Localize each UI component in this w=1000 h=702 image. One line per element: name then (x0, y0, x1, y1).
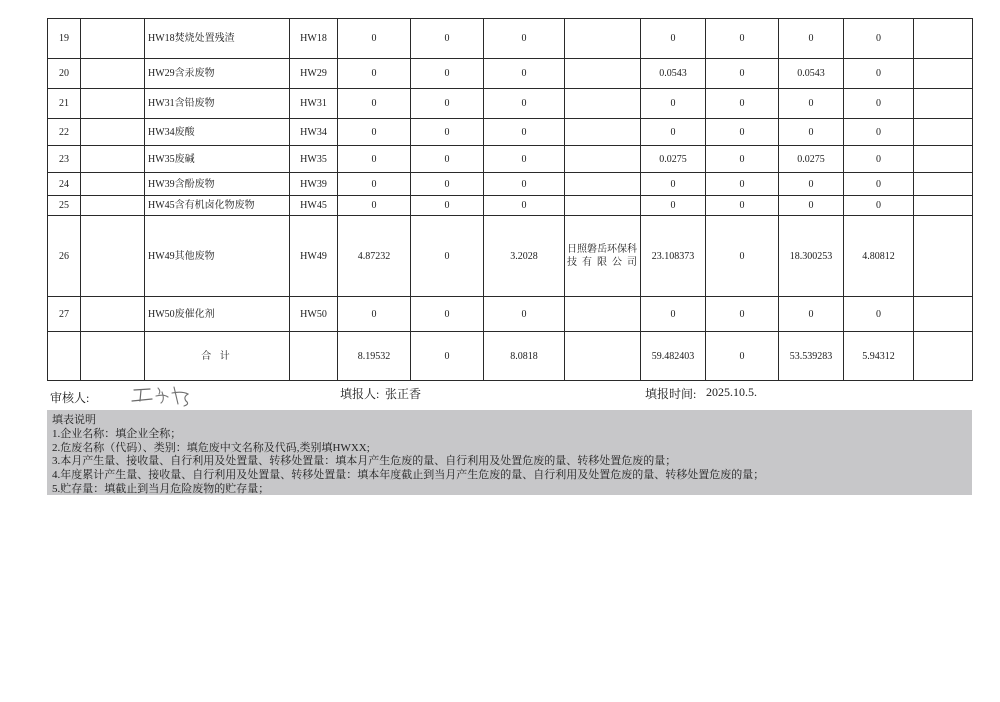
waste-code-cell: HW45 (290, 196, 338, 216)
quantity-cell: 0 (844, 119, 914, 146)
blank-cell (81, 59, 145, 89)
total-row (48, 332, 973, 381)
table-body (48, 19, 973, 381)
quantity-cell: 0 (779, 297, 844, 332)
blank-cell (914, 332, 973, 381)
hazardous-waste-table (47, 18, 973, 381)
blank-cell (48, 332, 81, 381)
quantity-cell: 0 (338, 119, 411, 146)
instruction-line: 2.危废名称（代码）、类别：填危废中文名称及代码,类别填HWXX; (52, 441, 370, 454)
quantity-cell: 0 (706, 19, 779, 59)
quantity-cell: 18.300253 (779, 216, 844, 297)
waste-code-cell: HW31 (290, 89, 338, 119)
waste-name-cell: HW45含有机卤化物废物 (145, 196, 290, 216)
quantity-cell: 0 (484, 19, 565, 59)
blank-cell (81, 89, 145, 119)
waste-name-cell: HW34废酸 (145, 119, 290, 146)
quantity-cell: 0 (411, 196, 484, 216)
quantity-cell: 0 (844, 146, 914, 173)
waste-name-cell: HW50废催化剂 (145, 297, 290, 332)
blank-cell (914, 216, 973, 297)
blank-cell (914, 297, 973, 332)
table-row (48, 89, 973, 119)
quantity-cell: 0 (779, 89, 844, 119)
waste-code-cell: HW35 (290, 146, 338, 173)
waste-name-cell: HW31含铅废物 (145, 89, 290, 119)
waste-name-cell: HW49其他废物 (145, 216, 290, 297)
quantity-cell: 0 (706, 89, 779, 119)
quantity-cell: 4.80812 (844, 216, 914, 297)
waste-name-cell: HW35废碱 (145, 146, 290, 173)
receiver-company-cell (565, 19, 641, 59)
quantity-cell: 0 (411, 119, 484, 146)
instruction-line: 1.企业名称：填企业全称； (52, 427, 182, 440)
total-quantity-cell: 0 (706, 332, 779, 381)
quantity-cell: 0 (411, 59, 484, 89)
quantity-cell: 0 (338, 59, 411, 89)
waste-name-cell: HW29含汞废物 (145, 59, 290, 89)
filler-name: 张正香 (385, 387, 422, 401)
quantity-cell: 0 (844, 297, 914, 332)
quantity-cell: 0 (411, 19, 484, 59)
total-label-cell: 合 计 (145, 332, 290, 381)
blank-cell (914, 119, 973, 146)
quantity-cell: 0.0275 (779, 146, 844, 173)
quantity-cell: 0.0275 (641, 146, 706, 173)
blank-cell (914, 173, 973, 196)
quantity-cell: 0 (641, 89, 706, 119)
table-row (48, 146, 973, 173)
blank-cell (81, 332, 145, 381)
waste-name-cell: HW39含酚废物 (145, 173, 290, 196)
receiver-company-cell: 日照磐岳环保科技有限公司 (565, 216, 641, 297)
receiver-company-cell (565, 89, 641, 119)
blank-cell (81, 297, 145, 332)
table-row (48, 119, 973, 146)
report-date-label: 填报时间: (645, 387, 697, 401)
quantity-cell: 0 (338, 89, 411, 119)
table-row (48, 196, 973, 216)
table-row (48, 216, 973, 297)
waste-code-cell: HW39 (290, 173, 338, 196)
blank-cell (914, 59, 973, 89)
table-row (48, 19, 973, 59)
waste-code-cell: HW50 (290, 297, 338, 332)
waste-name-cell: HW18焚烧处置残渣 (145, 19, 290, 59)
table-row (48, 297, 973, 332)
quantity-cell: 4.87232 (338, 216, 411, 297)
quantity-cell: 0 (779, 119, 844, 146)
receiver-company-cell (565, 196, 641, 216)
blank-cell (290, 332, 338, 381)
quantity-cell: 0 (844, 173, 914, 196)
blank-cell (914, 89, 973, 119)
instruction-line: 3.本月产生量、接收量、自行利用及处置量、转移处置量：填本月产生危废的量、自行利用及处置危废的量、转移处置危废的量； (52, 455, 677, 468)
quantity-cell: 0 (779, 19, 844, 59)
quantity-cell: 0 (641, 19, 706, 59)
quantity-cell: 0 (484, 59, 565, 89)
blank-cell (914, 146, 973, 173)
quantity-cell: 3.2028 (484, 216, 565, 297)
waste-code-cell: HW34 (290, 119, 338, 146)
quantity-cell: 23.108373 (641, 216, 706, 297)
blank-cell (81, 196, 145, 216)
blank-cell (914, 196, 973, 216)
instruction-line: 4.年度累计产生量、接收量、自行利用及处置量、转移处置量：填本年度截止到当月产生危废的量、自行利用及处置危废的量、转移处置危废的量； (52, 469, 765, 482)
waste-code-cell: HW29 (290, 59, 338, 89)
quantity-cell: 0 (641, 196, 706, 216)
quantity-cell: 0 (706, 59, 779, 89)
blank-cell (81, 119, 145, 146)
row-number-cell: 27 (48, 297, 81, 332)
row-number-cell: 22 (48, 119, 81, 146)
quantity-cell: 0 (411, 216, 484, 297)
quantity-cell: 0 (641, 119, 706, 146)
quantity-cell: 0 (706, 196, 779, 216)
filling-instructions (47, 410, 972, 495)
quantity-cell: 0 (411, 89, 484, 119)
quantity-cell: 0 (706, 146, 779, 173)
instruction-line: 5.贮存量：填截止到当月危险废物的贮存量； (52, 482, 270, 495)
quantity-cell: 0 (338, 297, 411, 332)
row-number-cell: 20 (48, 59, 81, 89)
quantity-cell: 0 (338, 173, 411, 196)
quantity-cell: 0 (779, 173, 844, 196)
row-number-cell: 26 (48, 216, 81, 297)
receiver-company-cell (565, 119, 641, 146)
row-number-cell: 19 (48, 19, 81, 59)
blank-cell (81, 216, 145, 297)
row-number-cell: 24 (48, 173, 81, 196)
row-number-cell: 23 (48, 146, 81, 173)
quantity-cell: 0 (484, 173, 565, 196)
blank-cell (914, 19, 973, 59)
waste-code-cell: HW49 (290, 216, 338, 297)
filler-label: 填报人: (340, 387, 380, 401)
reviewer-signature (128, 382, 198, 408)
reviewer-label: 审核人: (50, 391, 90, 405)
receiver-company-cell (565, 173, 641, 196)
total-quantity-cell: 59.482403 (641, 332, 706, 381)
quantity-cell: 0 (706, 216, 779, 297)
waste-code-cell: HW18 (290, 19, 338, 59)
table-row (48, 59, 973, 89)
total-quantity-cell: 0 (411, 332, 484, 381)
report-date: 2025.10.5. (706, 385, 757, 399)
blank-cell (81, 19, 145, 59)
quantity-cell: 0 (484, 146, 565, 173)
quantity-cell: 0 (338, 196, 411, 216)
quantity-cell: 0 (484, 89, 565, 119)
instructions-title: 填表说明 (52, 414, 96, 426)
quantity-cell: 0 (484, 196, 565, 216)
quantity-cell: 0 (641, 297, 706, 332)
quantity-cell: 0 (844, 196, 914, 216)
quantity-cell: 0 (411, 173, 484, 196)
quantity-cell: 0 (706, 119, 779, 146)
total-quantity-cell: 8.0818 (484, 332, 565, 381)
quantity-cell: 0 (411, 297, 484, 332)
quantity-cell: 0 (844, 19, 914, 59)
row-number-cell: 25 (48, 196, 81, 216)
row-number-cell: 21 (48, 89, 81, 119)
receiver-company-cell (565, 59, 641, 89)
total-quantity-cell: 5.94312 (844, 332, 914, 381)
total-quantity-cell: 8.19532 (338, 332, 411, 381)
receiver-company-cell (565, 146, 641, 173)
quantity-cell: 0 (844, 89, 914, 119)
quantity-cell: 0.0543 (779, 59, 844, 89)
quantity-cell: 0 (706, 173, 779, 196)
quantity-cell: 0 (706, 297, 779, 332)
quantity-cell: 0 (338, 19, 411, 59)
quantity-cell: 0 (338, 146, 411, 173)
quantity-cell: 0.0543 (641, 59, 706, 89)
blank-cell (565, 332, 641, 381)
table-row (48, 173, 973, 196)
receiver-company-cell (565, 297, 641, 332)
blank-cell (81, 146, 145, 173)
quantity-cell: 0 (484, 297, 565, 332)
quantity-cell: 0 (844, 59, 914, 89)
blank-cell (81, 173, 145, 196)
quantity-cell: 0 (779, 196, 844, 216)
quantity-cell: 0 (411, 146, 484, 173)
quantity-cell: 0 (641, 173, 706, 196)
total-quantity-cell: 53.539283 (779, 332, 844, 381)
quantity-cell: 0 (484, 119, 565, 146)
